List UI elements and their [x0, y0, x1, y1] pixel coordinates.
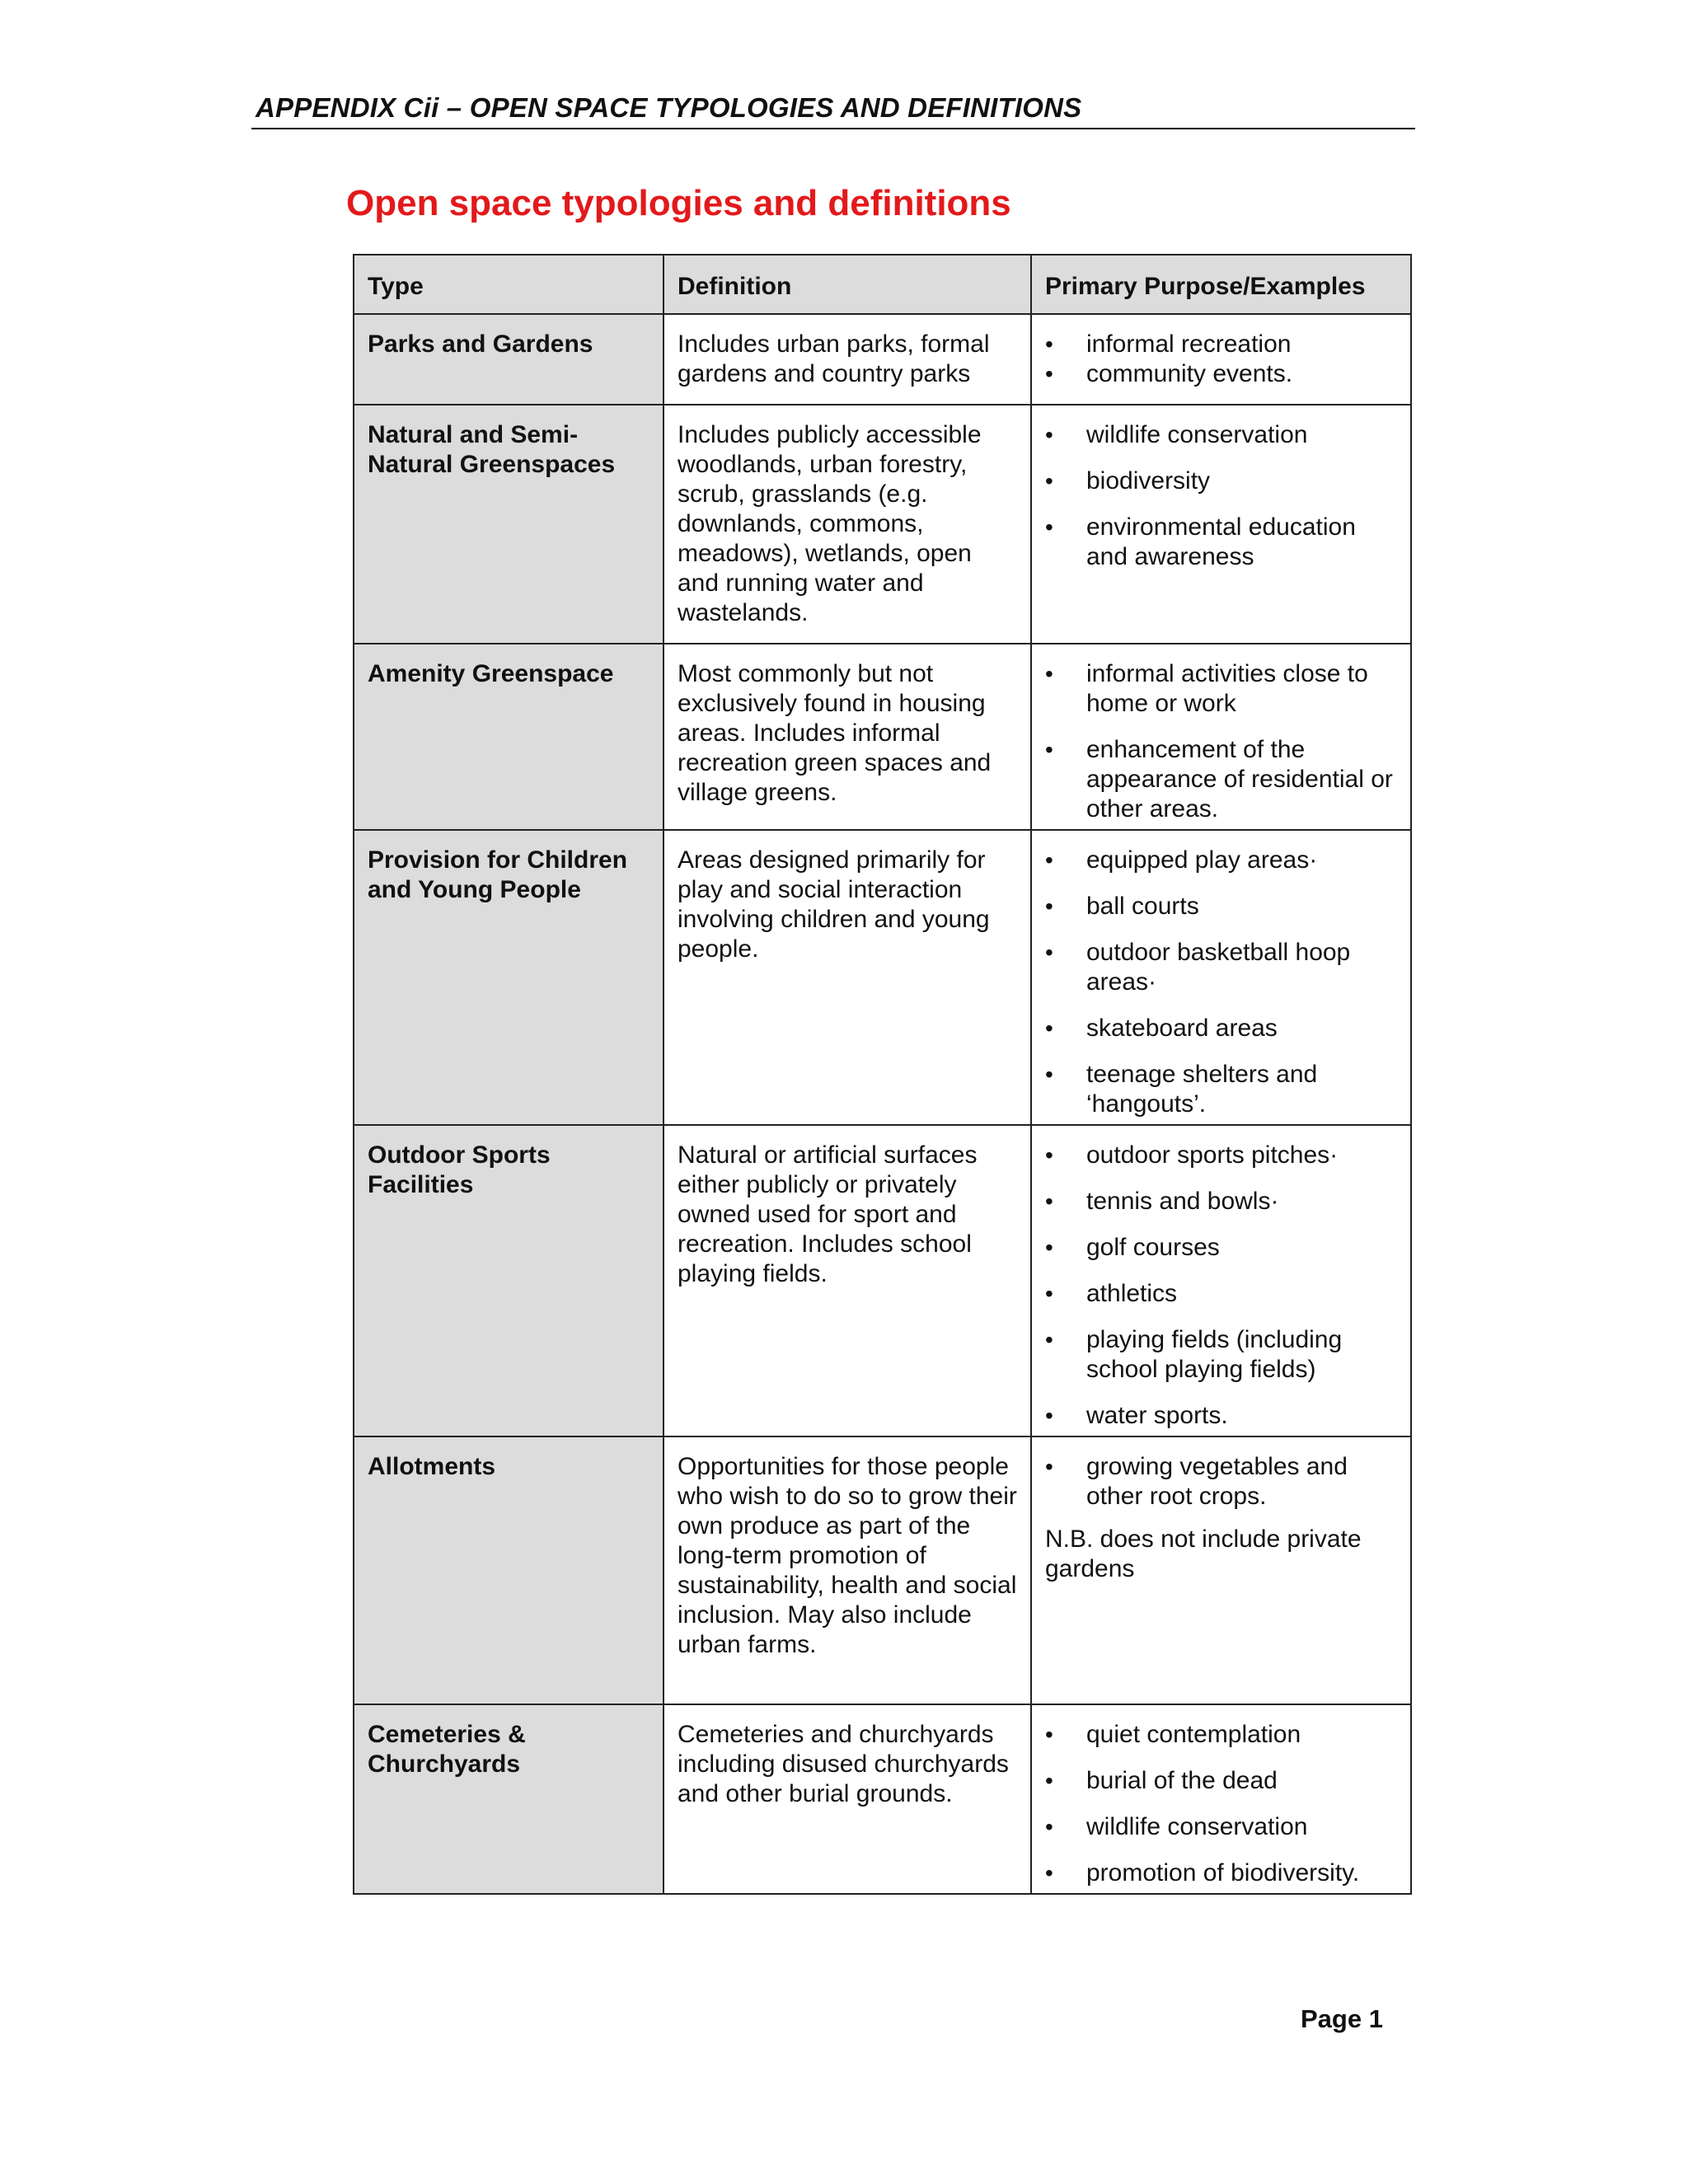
- purpose-item: • equipped play areas·: [1045, 846, 1397, 875]
- purpose-item: • golf courses: [1045, 1233, 1397, 1263]
- purpose-item: • wildlife conservation: [1045, 1812, 1397, 1842]
- purpose-cell: [1031, 1125, 1411, 1436]
- definition-cell: Most commonly but not exclusively found in housing areas. Includes informal recreation green spaces and village greens.: [663, 644, 1031, 830]
- purpose-item: • growing vegetables and other root crops.: [1045, 1452, 1397, 1511]
- purpose-item: • ball courts: [1045, 892, 1397, 921]
- purpose-list: [1045, 420, 1397, 572]
- purpose-item: • burial of the dead: [1045, 1766, 1397, 1796]
- table-row: [354, 830, 1411, 1125]
- definition-cell: Cemeteries and churchyards including disused churchyards and other burial grounds.: [663, 1704, 1031, 1894]
- page-number: Page 1: [1301, 2004, 1383, 2033]
- table-row: [354, 644, 1411, 830]
- purpose-item: • skateboard areas: [1045, 1014, 1397, 1043]
- purpose-cell: [1031, 1704, 1411, 1894]
- header-divider: [251, 128, 1415, 129]
- purpose-list: [1045, 659, 1397, 824]
- type-cell: Parks and Gardens: [354, 314, 663, 405]
- purpose-cell: [1031, 314, 1411, 405]
- definition-cell: Areas designed primarily for play and social interaction involving children and young people.: [663, 830, 1031, 1125]
- table-header-row: [354, 255, 1411, 314]
- table-row: [354, 314, 1411, 405]
- type-cell: Allotments: [354, 1436, 663, 1704]
- purpose-cell: [1031, 644, 1411, 830]
- type-cell: Cemeteries & Churchyards: [354, 1704, 663, 1894]
- purpose-item: • informal activities close to home or work: [1045, 659, 1397, 719]
- purpose-item: • community events.: [1045, 359, 1397, 389]
- purpose-list: [1045, 1141, 1397, 1431]
- table-row: [354, 405, 1411, 644]
- type-cell: Outdoor Sports Facilities: [354, 1125, 663, 1436]
- purpose-item: • teenage shelters and ‘hangouts’.: [1045, 1060, 1397, 1119]
- definition-cell: Includes urban parks, formal gardens and country parks: [663, 314, 1031, 405]
- purpose-item: • enhancement of the appearance of residential or other areas.: [1045, 735, 1397, 824]
- purpose-item: • outdoor basketball hoop areas·: [1045, 938, 1397, 997]
- purpose-item: • tennis and bowls·: [1045, 1187, 1397, 1216]
- purpose-item: • environmental education and awareness: [1045, 513, 1397, 572]
- appendix-header: APPENDIX Cii – OPEN SPACE TYPOLOGIES AND DEFINITIONS: [256, 92, 1082, 123]
- purpose-item: • biodiversity: [1045, 466, 1397, 496]
- purpose-item: • promotion of biodiversity.: [1045, 1858, 1397, 1888]
- purpose-cell: [1031, 1436, 1411, 1704]
- type-cell: Amenity Greenspace: [354, 644, 663, 830]
- typologies-table: [353, 254, 1412, 1895]
- definition-cell: Includes publicly accessible woodlands, urban forestry, scrub, grasslands (e.g. downlands, commons, meadows), wetlands, open and running water and wastelands.: [663, 405, 1031, 644]
- document-title: Open space typologies and definitions: [346, 183, 1011, 223]
- type-cell: Provision for Children and Young People: [354, 830, 663, 1125]
- table-row: [354, 1704, 1411, 1894]
- purpose-cell: [1031, 405, 1411, 644]
- purpose-item: • outdoor sports pitches·: [1045, 1141, 1397, 1170]
- purpose-note: N.B. does not include private gardens: [1045, 1526, 1362, 1582]
- purpose-list: [1045, 1720, 1397, 1888]
- type-cell: Natural and Semi-Natural Greenspaces: [354, 405, 663, 644]
- definition-cell: Natural or artificial surfaces either publicly or privately owned used for sport and recreation. Includes school playing fields.: [663, 1125, 1031, 1436]
- definition-cell: Opportunities for those people who wish to do so to grow their own produce as part of the long-term promotion of sustainability, health and social inclusion. May also include urban farms.: [663, 1436, 1031, 1704]
- purpose-item: • wildlife conservation: [1045, 420, 1397, 450]
- column-header-definition: Definition: [663, 255, 1031, 314]
- table-row: [354, 1125, 1411, 1436]
- purpose-cell: [1031, 830, 1411, 1125]
- purpose-item: • water sports.: [1045, 1401, 1397, 1431]
- purpose-item: • informal recreation: [1045, 330, 1397, 359]
- table-row: [354, 1436, 1411, 1704]
- purpose-list: [1045, 1452, 1397, 1511]
- column-header-purpose: Primary Purpose/Examples: [1031, 255, 1411, 314]
- column-header-type: Type: [354, 255, 663, 314]
- purpose-list: [1045, 846, 1397, 1119]
- purpose-item: • athletics: [1045, 1279, 1397, 1309]
- purpose-list: [1045, 330, 1397, 389]
- purpose-item: • quiet contemplation: [1045, 1720, 1397, 1750]
- purpose-item: • playing fields (including school playing fields): [1045, 1325, 1397, 1385]
